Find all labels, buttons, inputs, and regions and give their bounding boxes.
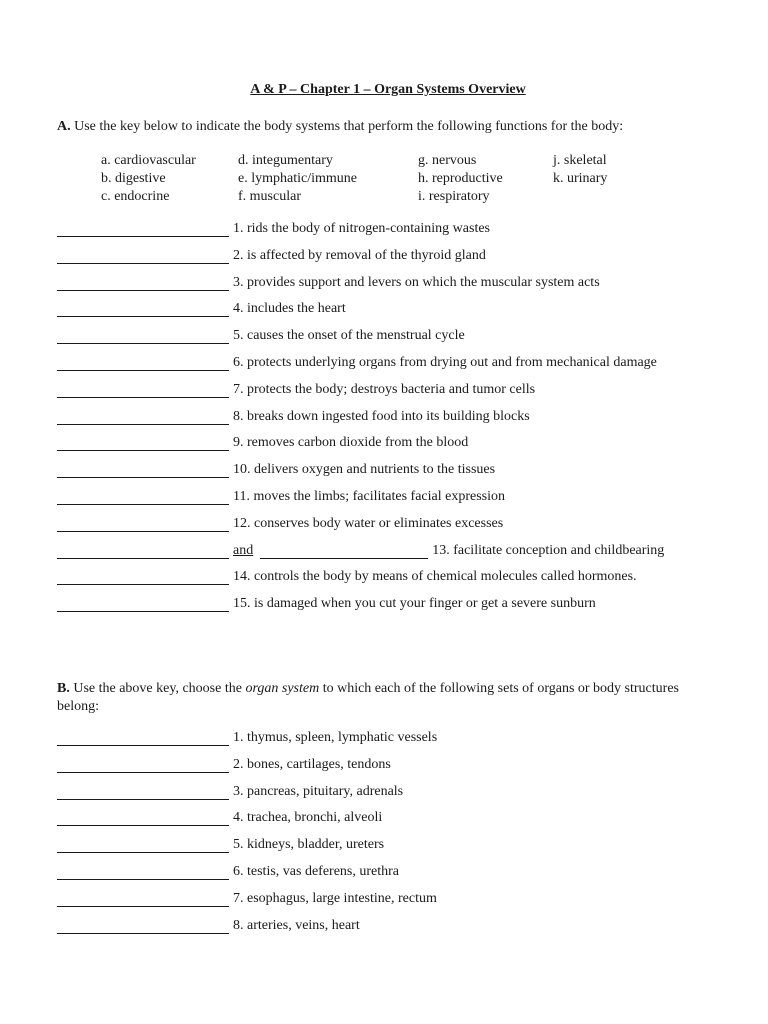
question-text: 8. arteries, veins, heart [233,917,360,933]
question-text: 8. breaks down ingested food into its building blocks [233,408,530,424]
question-text: 4. includes the heart [233,301,346,317]
key-item: c. endocrine [101,189,170,204]
key-item: g. nervous [418,153,477,168]
body-system-key [101,153,661,207]
question-text: 11. moves the limbs; facilitates facial expression [233,488,506,504]
question-text: 9. removes carbon dioxide from the blood [233,435,469,451]
question-row [57,810,437,837]
question-text: 1. rids the body of nitrogen-containing wastes [233,221,491,236]
key-row [101,171,661,189]
question-row [57,516,664,543]
question-row [57,301,664,328]
question-text: 13. facilitate conception and childbearing [432,542,665,558]
key-item: h. reproductive [418,171,503,186]
section-b-instruction [57,680,707,716]
page-title: A & P – Chapter 1 – Organ Systems Overview [250,82,526,97]
answer-blank[interactable] [57,810,229,826]
question-row [57,864,437,891]
key-row [101,153,661,171]
answer-blank[interactable] [57,757,229,773]
key-item: b. digestive [101,171,166,186]
question-row [57,435,664,462]
answer-blank[interactable] [57,569,229,585]
answer-blank[interactable] [57,462,229,478]
question-row [57,382,664,409]
answer-blank[interactable] [57,248,229,264]
answer-blank[interactable] [57,435,229,451]
key-item: e. lymphatic/immune [238,171,357,186]
section-b-letter: B. [57,681,70,696]
key-row [101,189,661,207]
answer-blank[interactable] [57,543,229,559]
question-text: 4. trachea, bronchi, alveoli [233,810,383,826]
answer-blank[interactable] [57,837,229,853]
and-label: and [233,542,254,558]
answer-blank[interactable] [57,918,229,934]
answer-blank[interactable] [57,730,229,746]
section-a-instruction-text: Use the key below to indicate the body systems that perform the following functions for the body: [74,119,624,134]
key-item: f. muscular [238,189,301,204]
answer-blank[interactable] [57,489,229,505]
answer-blank[interactable] [57,221,229,237]
section-b-instruction-pre: Use the above key, choose the [73,681,242,696]
question-text: 7. esophagus, large intestine, rectum [233,890,437,906]
section-b-questions [57,730,437,944]
answer-blank[interactable] [57,891,229,907]
question-text: 15. is damaged when you cut your finger or get a severe sunburn [233,596,596,612]
question-text: 1. thymus, spleen, lymphatic vessels [233,730,438,745]
question-row [57,275,664,302]
section-b-instruction-emphasis: organ system [245,681,320,696]
section-b-instruction-post: to which each of the following sets of organs or body structures belong: [57,681,679,714]
question-row [57,328,664,355]
question-row [57,837,437,864]
key-item: i. respiratory [418,189,490,204]
question-text: 10. delivers oxygen and nutrients to the tissues [233,462,496,478]
key-item: j. skeletal [553,153,607,168]
answer-blank[interactable] [57,596,229,612]
key-item: a. cardiovascular [101,153,196,168]
question-text: 3. provides support and levers on which the muscular system acts [233,274,600,290]
answer-blank[interactable] [57,301,229,317]
answer-blank[interactable] [57,382,229,398]
question-row [57,409,664,436]
section-a-letter: A. [57,119,71,134]
question-text: 7. protects the body; destroys bacteria and tumor cells [233,381,536,397]
answer-blank[interactable] [57,355,229,371]
question-row [57,569,664,596]
question-row [57,757,437,784]
section-a-questions [57,221,664,623]
question-row [57,248,664,275]
question-row [57,918,437,945]
answer-blank-second[interactable] [260,543,428,559]
question-row [57,891,437,918]
question-row [57,355,664,382]
answer-blank[interactable] [57,328,229,344]
question-text: 6. testis, vas deferens, urethra [233,863,399,879]
question-text: 3. pancreas, pituitary, adrenals [233,783,404,799]
answer-blank[interactable] [57,784,229,800]
question-text: 6. protects underlying organs from drying out and from mechanical damage [233,354,657,370]
question-text: 5. kidneys, bladder, ureters [233,837,385,853]
question-row [57,784,437,811]
question-row [57,596,664,623]
answer-blank[interactable] [57,409,229,425]
question-row [57,221,664,248]
question-text: 14. controls the body by means of chemical molecules called hormones. [233,569,637,585]
question-row [57,489,664,516]
key-item: k. urinary [553,171,608,186]
question-text: 12. conserves body water or eliminates excesses [233,515,504,531]
answer-blank[interactable] [57,275,229,291]
question-text: 2. is affected by removal of the thyroid gland [233,247,486,263]
question-text: 5. causes the onset of the menstrual cycle [233,328,465,344]
question-text: 2. bones, cartilages, tendons [233,756,391,772]
answer-blank[interactable] [57,516,229,532]
key-item: d. integumentary [238,153,333,168]
question-row [57,730,437,757]
answer-blank[interactable] [57,864,229,880]
question-row [57,462,664,489]
question-row [57,543,664,570]
section-a-instruction [57,118,707,136]
